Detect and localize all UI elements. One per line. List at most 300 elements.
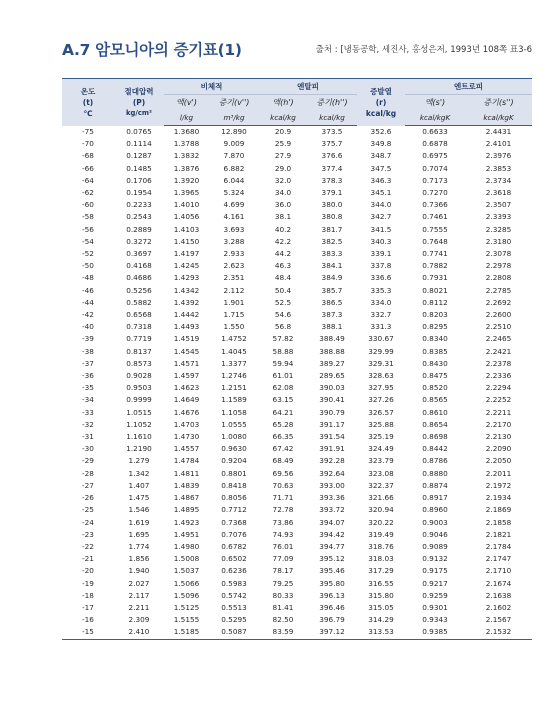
cell-pressure: 1.342 (128, 468, 150, 478)
page-header (62, 38, 532, 62)
cell-h-liquid: 68.49 (272, 456, 294, 466)
cell-temperature: -66 (82, 163, 94, 173)
cell-latent-heat: 319.49 (368, 529, 394, 539)
cell-s-vapor: 2.2252 (485, 395, 512, 405)
cell-h-vapor: 384.1 (321, 261, 343, 271)
cell-pressure: 1.856 (128, 554, 150, 564)
cell-s-liquid: 0.8021 (422, 285, 448, 295)
cell-s-vapor: 2.2465 (485, 334, 512, 344)
cell-h-vapor: 392.64 (319, 468, 345, 478)
cell-latent-heat: 324.49 (368, 444, 394, 454)
cell-pressure: 0.2889 (126, 224, 152, 234)
cell-sv-vapor: 0.9630 (221, 444, 247, 454)
cell-s-liquid: 0.8430 (422, 358, 448, 368)
cell-latent-heat: 331.3 (370, 322, 392, 332)
cell-sv-liquid: 1.4597 (173, 371, 200, 381)
cell-temperature: -60 (82, 200, 94, 210)
cell-sv-vapor: 1.901 (223, 297, 245, 307)
cell-latent-heat: 325.88 (368, 419, 394, 429)
cell-pressure: 0.1485 (126, 163, 152, 173)
cell-s-liquid: 0.8112 (422, 297, 448, 307)
cell-temperature: -75 (82, 126, 94, 136)
cell-sv-vapor: 0.8418 (221, 480, 247, 490)
cell-sv-vapor: 0.8056 (221, 493, 247, 503)
table-row (62, 614, 532, 626)
cell-pressure: 0.5882 (126, 297, 152, 307)
cell-h-vapor: 379.1 (321, 188, 343, 198)
cell-latent-heat: 347.5 (370, 163, 392, 173)
cell-latent-heat: 342.7 (370, 212, 392, 222)
table-row (62, 199, 532, 211)
cell-sv-vapor: 1.0080 (221, 432, 247, 442)
cell-s-vapor: 2.3734 (485, 175, 512, 185)
cell-h-liquid: 74.93 (272, 529, 294, 539)
cell-latent-heat: 344.0 (370, 200, 392, 210)
cell-sv-vapor: 7.870 (223, 151, 245, 161)
cell-temperature: -23 (82, 529, 94, 539)
cell-h-liquid: 58.88 (272, 346, 294, 356)
cell-s-liquid: 0.9343 (422, 615, 448, 625)
cell-sv-vapor: 9.009 (223, 139, 245, 149)
cell-sv-vapor: 4.699 (223, 200, 245, 210)
cell-sv-vapor: 0.9204 (221, 456, 247, 466)
cell-h-liquid: 25.9 (274, 139, 292, 149)
cell-sv-vapor: 1.2746 (221, 371, 247, 381)
table-row (62, 285, 532, 297)
table-row (62, 224, 532, 236)
cell-s-liquid: 0.8295 (422, 322, 448, 332)
cell-sv-vapor: 0.8801 (221, 468, 247, 478)
cell-s-vapor: 2.2130 (485, 432, 512, 442)
cell-h-liquid: 71.71 (272, 493, 294, 503)
cell-sv-vapor: 3.288 (223, 236, 245, 246)
cell-s-liquid: 0.8960 (422, 505, 448, 515)
unit-s-liquid: kcal/kgK (405, 109, 465, 126)
cell-pressure: 1.475 (128, 493, 150, 503)
cell-h-vapor: 396.13 (319, 590, 345, 600)
cell-latent-heat: 334.0 (370, 297, 392, 307)
cell-pressure: 0.8573 (126, 358, 152, 368)
cell-s-liquid: 0.7461 (422, 212, 448, 222)
cell-h-vapor: 395.46 (319, 566, 345, 576)
cell-temperature: -54 (82, 236, 94, 246)
cell-latent-heat: 316.55 (368, 578, 394, 588)
cell-sv-vapor: 0.6782 (221, 541, 247, 551)
cell-sv-vapor: 0.7076 (221, 529, 247, 539)
cell-sv-liquid: 1.5037 (173, 566, 200, 576)
cell-s-liquid: 0.8874 (422, 480, 448, 490)
cell-sv-vapor: 0.7368 (221, 517, 247, 527)
cell-h-vapor: 396.46 (319, 602, 345, 612)
table-row (62, 187, 532, 199)
cell-latent-heat: 340.3 (370, 236, 392, 246)
cell-sv-liquid: 1.4392 (173, 297, 200, 307)
cell-pressure: 1.774 (128, 541, 150, 551)
cell-h-liquid: 80.33 (272, 590, 294, 600)
cell-h-liquid: 64.21 (272, 407, 294, 417)
cell-h-vapor: 396.79 (319, 615, 345, 625)
table-row (62, 126, 532, 139)
cell-s-liquid: 0.7648 (422, 236, 448, 246)
cell-s-vapor: 2.3853 (485, 163, 512, 173)
cell-sv-vapor: 2.933 (223, 249, 245, 259)
table-row (62, 517, 532, 529)
cell-sv-liquid: 1.4545 (173, 346, 200, 356)
cell-latent-heat: 317.29 (368, 566, 394, 576)
cell-s-vapor: 2.2421 (485, 346, 512, 356)
source-citation: 출처 : [냉동공학, 세진사, 홍성은저, 1993년 108쪽 표3-6 (315, 45, 532, 55)
cell-s-vapor: 2.1784 (485, 541, 512, 551)
cell-s-vapor: 2.1934 (485, 493, 512, 503)
cell-temperature: -70 (82, 139, 94, 149)
cell-sv-liquid: 1.3680 (173, 127, 200, 136)
cell-sv-liquid: 1.3788 (173, 139, 200, 149)
cell-sv-vapor: 4.161 (223, 212, 245, 222)
cell-sv-liquid: 1.3832 (173, 151, 200, 161)
cell-sv-vapor: 5.324 (223, 188, 245, 198)
cell-s-liquid: 0.9175 (422, 566, 448, 576)
cell-s-vapor: 2.1821 (485, 529, 512, 539)
cell-sv-liquid: 1.4811 (173, 468, 200, 478)
cell-sv-vapor: 0.5513 (221, 602, 247, 612)
cell-temperature: -24 (82, 517, 94, 527)
cell-h-vapor: 393.00 (319, 480, 345, 490)
cell-sv-liquid: 1.4442 (173, 310, 200, 320)
cell-pressure: 1.279 (128, 456, 150, 466)
cell-s-vapor: 2.3078 (485, 249, 512, 259)
cell-sv-vapor: 0.6236 (221, 566, 247, 576)
cell-s-vapor: 2.3393 (485, 212, 512, 222)
cell-h-liquid: 32.0 (274, 175, 292, 185)
cell-sv-liquid: 1.4245 (173, 261, 200, 271)
table-row (62, 272, 532, 284)
cell-latent-heat: 321.66 (368, 493, 394, 503)
table-row (62, 309, 532, 321)
cell-s-liquid: 0.6975 (422, 151, 448, 161)
cell-latent-heat: 329.31 (368, 358, 394, 368)
cell-latent-heat: 341.5 (370, 224, 392, 234)
cell-pressure: 1.407 (128, 480, 150, 490)
cell-h-vapor: 381.7 (321, 224, 343, 234)
cell-s-liquid: 0.6633 (422, 127, 448, 136)
cell-sv-vapor: 1.4752 (221, 334, 247, 344)
cell-h-vapor: 394.77 (319, 541, 345, 551)
cell-sv-vapor: 1.1589 (221, 395, 247, 405)
unit-h-liquid: kcal/kg (259, 109, 307, 126)
header-temperature: 온도 (t) ℃ (62, 79, 114, 126)
cell-s-liquid: 0.7555 (422, 224, 448, 234)
cell-s-liquid: 0.8654 (422, 419, 448, 429)
cell-temperature: -33 (82, 407, 94, 417)
cell-pressure: 2.410 (114, 626, 164, 639)
cell-sv-liquid: 1.5125 (173, 602, 200, 612)
header-sv-liquid: 액(v') (164, 95, 209, 110)
cell-latent-heat: 330.67 (368, 334, 394, 344)
cell-h-vapor: 393.72 (319, 505, 345, 515)
cell-h-vapor: 383.3 (321, 249, 343, 259)
cell-s-liquid: 0.9046 (422, 529, 448, 539)
cell-h-vapor: 391.54 (319, 432, 345, 442)
table-row (62, 358, 532, 370)
cell-s-liquid: 0.7882 (422, 261, 448, 271)
cell-pressure: 1.940 (128, 566, 150, 576)
cell-pressure: 0.9999 (126, 395, 152, 405)
table-row (62, 492, 532, 504)
cell-temperature: -37 (82, 358, 94, 368)
table-row (62, 150, 532, 162)
cell-h-liquid: 44.2 (274, 249, 292, 259)
cell-sv-liquid: 1.4557 (173, 444, 200, 454)
cell-s-vapor: 2.1532 (465, 626, 532, 639)
cell-s-vapor: 2.1747 (485, 554, 512, 564)
cell-pressure: 1.1610 (126, 432, 152, 442)
cell-s-vapor: 2.3285 (485, 224, 512, 234)
header-pressure: 절대압력 (P) kg/cm² (114, 79, 164, 126)
cell-sv-liquid: 1.4951 (173, 529, 200, 539)
cell-h-liquid: 50.4 (274, 285, 292, 295)
cell-pressure: 0.7318 (126, 322, 152, 332)
cell-pressure: 0.6568 (126, 310, 152, 320)
cell-s-vapor: 2.2050 (485, 456, 512, 466)
cell-h-liquid: 36.0 (274, 200, 292, 210)
cell-latent-heat: 318.76 (368, 541, 394, 551)
cell-sv-vapor: 6.882 (223, 163, 245, 173)
header-s-vapor: 증기(s'') (465, 95, 532, 110)
cell-s-liquid: 0.9089 (422, 541, 448, 551)
cell-h-liquid: 67.42 (272, 444, 294, 454)
cell-s-liquid: 0.7074 (422, 163, 448, 173)
cell-h-liquid: 20.9 (274, 127, 292, 136)
cell-pressure: 0.4686 (126, 273, 152, 283)
cell-h-liquid: 57.82 (272, 334, 294, 344)
cell-h-vapor: 377.4 (321, 163, 343, 173)
cell-h-vapor: 395.12 (319, 554, 345, 564)
cell-sv-liquid: 1.4342 (173, 285, 200, 295)
header-sv-vapor: 증기(v'') (209, 95, 259, 110)
table-row (62, 333, 532, 345)
cell-h-vapor: 391.91 (319, 444, 345, 454)
cell-h-vapor: 373.5 (321, 127, 343, 136)
cell-temperature: -16 (82, 615, 94, 625)
cell-pressure: 0.3272 (126, 236, 152, 246)
cell-h-vapor: 384.9 (321, 273, 343, 283)
cell-sv-liquid: 1.4980 (173, 541, 200, 551)
cell-s-liquid: 0.8385 (422, 346, 448, 356)
cell-s-vapor: 2.2011 (485, 468, 512, 478)
cell-h-liquid: 38.1 (274, 212, 292, 222)
cell-sv-liquid: 1.5066 (173, 578, 200, 588)
cell-s-vapor: 2.2294 (485, 383, 512, 393)
cell-latent-heat: 335.3 (370, 285, 392, 295)
cell-sv-liquid: 1.4103 (173, 224, 200, 234)
cell-s-liquid: 0.8786 (422, 456, 448, 466)
cell-temperature: -40 (82, 322, 94, 332)
cell-s-liquid: 0.8565 (422, 395, 448, 405)
cell-temperature: -38 (82, 346, 94, 356)
cell-temperature: -18 (82, 590, 94, 600)
cell-s-liquid: 0.7931 (422, 273, 448, 283)
cell-temperature: -25 (82, 505, 94, 515)
table-body (62, 126, 532, 640)
cell-latent-heat: 352.6 (370, 126, 392, 136)
cell-temperature: -30 (82, 444, 94, 454)
cell-s-vapor: 2.2378 (485, 358, 512, 368)
cell-sv-vapor: 1.715 (223, 310, 245, 320)
table-row (62, 321, 532, 333)
table-row (62, 443, 532, 455)
cell-sv-vapor: 1.4045 (221, 346, 247, 356)
cell-temperature: -68 (82, 151, 94, 161)
cell-s-liquid: 0.8203 (422, 310, 448, 320)
cell-sv-liquid: 1.4623 (173, 383, 200, 393)
unit-h-vapor: kcal/kg (307, 109, 357, 126)
cell-s-vapor: 2.1567 (485, 615, 512, 625)
table-row (62, 578, 532, 590)
table-row (62, 175, 532, 187)
cell-h-liquid: 52.5 (274, 297, 292, 307)
cell-h-vapor: 387.3 (321, 310, 343, 320)
cell-h-vapor: 389.27 (319, 358, 345, 368)
header-enthalpy: 엔탈피 (259, 79, 357, 95)
cell-temperature: -42 (82, 310, 94, 320)
cell-latent-heat: 348.7 (370, 151, 392, 161)
cell-s-liquid: 0.8610 (422, 407, 448, 417)
table-row (62, 431, 532, 443)
cell-sv-liquid: 1.5096 (173, 590, 200, 600)
cell-pressure: 0.1287 (126, 151, 152, 161)
cell-latent-heat: 349.8 (370, 139, 392, 149)
cell-sv-liquid: 1.5185 (164, 626, 209, 639)
cell-s-vapor: 2.1869 (485, 505, 512, 515)
table-row (62, 236, 532, 248)
cell-h-vapor: 380.8 (321, 212, 343, 222)
cell-pressure: 2.117 (128, 590, 150, 600)
cell-h-liquid: 48.4 (274, 273, 292, 283)
table-row (62, 455, 532, 467)
cell-sv-vapor: 2.112 (223, 285, 245, 295)
cell-h-vapor: 390.03 (319, 383, 345, 393)
cell-h-liquid: 83.59 (259, 626, 307, 639)
cell-temperature: -50 (82, 261, 94, 271)
cell-h-liquid: 78.17 (272, 566, 294, 576)
cell-sv-liquid: 1.4519 (173, 334, 200, 344)
cell-h-vapor: 390.41 (319, 395, 345, 405)
cell-sv-vapor: 1.0555 (221, 419, 247, 429)
cell-pressure: 0.1114 (126, 139, 152, 149)
cell-pressure: 0.3697 (126, 249, 152, 259)
cell-sv-vapor: 2.351 (223, 273, 245, 283)
cell-sv-vapor: 12.890 (221, 127, 247, 136)
cell-h-vapor: 378.3 (321, 175, 343, 185)
cell-s-liquid: 0.7270 (422, 188, 448, 198)
cell-h-vapor: 388.88 (319, 346, 345, 356)
table-row (62, 590, 532, 602)
cell-sv-liquid: 1.3965 (173, 188, 200, 198)
cell-latent-heat: 327.26 (368, 395, 394, 405)
table-row (62, 541, 532, 553)
unit-sv-vapor: m³/kg (209, 109, 259, 126)
cell-h-liquid: 42.2 (274, 236, 292, 246)
cell-s-liquid: 0.8698 (422, 432, 448, 442)
cell-temperature: -21 (82, 554, 94, 564)
cell-s-liquid: 0.7366 (422, 200, 448, 210)
cell-h-vapor: 386.5 (321, 297, 343, 307)
cell-h-liquid: 73.86 (272, 517, 294, 527)
cell-latent-heat: 313.53 (357, 626, 405, 639)
table-row (62, 138, 532, 150)
cell-s-vapor: 2.1858 (485, 517, 512, 527)
table-row (62, 163, 532, 175)
cell-latent-heat: 329.99 (368, 346, 394, 356)
cell-h-liquid: 65.28 (272, 419, 294, 429)
cell-s-liquid: 0.9217 (422, 578, 448, 588)
cell-temperature: -58 (82, 212, 94, 222)
cell-s-liquid: 0.8917 (422, 493, 448, 503)
unit-sv-liquid: l/kg (164, 109, 209, 126)
cell-h-vapor: 397.12 (307, 626, 357, 639)
cell-h-vapor: 392.28 (319, 456, 345, 466)
cell-pressure: 1.1052 (126, 419, 152, 429)
cell-s-liquid: 0.7173 (422, 175, 448, 185)
cell-latent-heat: 332.7 (370, 310, 392, 320)
table-row (62, 529, 532, 541)
cell-latent-heat: 314.29 (368, 615, 394, 625)
cell-sv-vapor: 0.7712 (221, 505, 247, 515)
cell-s-vapor: 2.2090 (485, 444, 512, 454)
cell-sv-liquid: 1.4150 (173, 236, 200, 246)
header-s-liquid: 액(s') (405, 95, 465, 110)
cell-pressure: 1.0515 (126, 407, 152, 417)
table-row (62, 602, 532, 614)
cell-temperature: -31 (82, 432, 94, 442)
header-specific-volume: 비체적 (164, 79, 259, 95)
cell-pressure: 0.7719 (126, 334, 152, 344)
cell-h-liquid: 29.0 (274, 163, 292, 173)
cell-h-vapor: 393.36 (319, 493, 345, 503)
cell-pressure: 0.9028 (126, 371, 152, 381)
cell-h-liquid: 63.15 (272, 395, 294, 405)
cell-sv-liquid: 1.4895 (173, 505, 200, 515)
cell-sv-liquid: 1.3920 (173, 175, 200, 185)
cell-temperature: -36 (82, 371, 94, 381)
cell-pressure: 0.0765 (126, 126, 152, 136)
cell-temperature: -44 (82, 297, 94, 307)
cell-temperature: -29 (82, 456, 94, 466)
cell-sv-vapor: 0.5087 (209, 626, 259, 639)
cell-pressure: 1.2190 (126, 444, 152, 454)
cell-sv-vapor: 3.693 (223, 224, 245, 234)
cell-temperature: -52 (82, 249, 94, 259)
cell-temperature: -62 (82, 188, 94, 198)
header-latent-heat: 증발열 (r) kcal/kg (357, 79, 405, 126)
cell-h-liquid: 61.01 (272, 371, 294, 381)
cell-s-liquid: 0.9259 (422, 590, 448, 600)
cell-h-vapor: 394.07 (319, 517, 345, 527)
cell-latent-heat: 325.19 (368, 432, 394, 442)
cell-h-vapor: 380.0 (321, 200, 343, 210)
cell-s-liquid: 0.9132 (422, 554, 448, 564)
cell-s-liquid: 0.9003 (422, 517, 448, 527)
cell-temperature: -22 (82, 541, 94, 551)
cell-sv-liquid: 1.4923 (173, 517, 200, 527)
cell-sv-vapor: 0.5983 (221, 578, 247, 588)
header-entropy: 엔트로피 (405, 79, 532, 95)
cell-h-liquid: 77.09 (272, 554, 294, 564)
page-title: A.7 암모니아의 증기표(1) (62, 41, 242, 59)
cell-h-vapor: 376.6 (321, 151, 343, 161)
cell-pressure: 0.1706 (126, 175, 152, 185)
cell-sv-vapor: 6.044 (223, 175, 245, 185)
